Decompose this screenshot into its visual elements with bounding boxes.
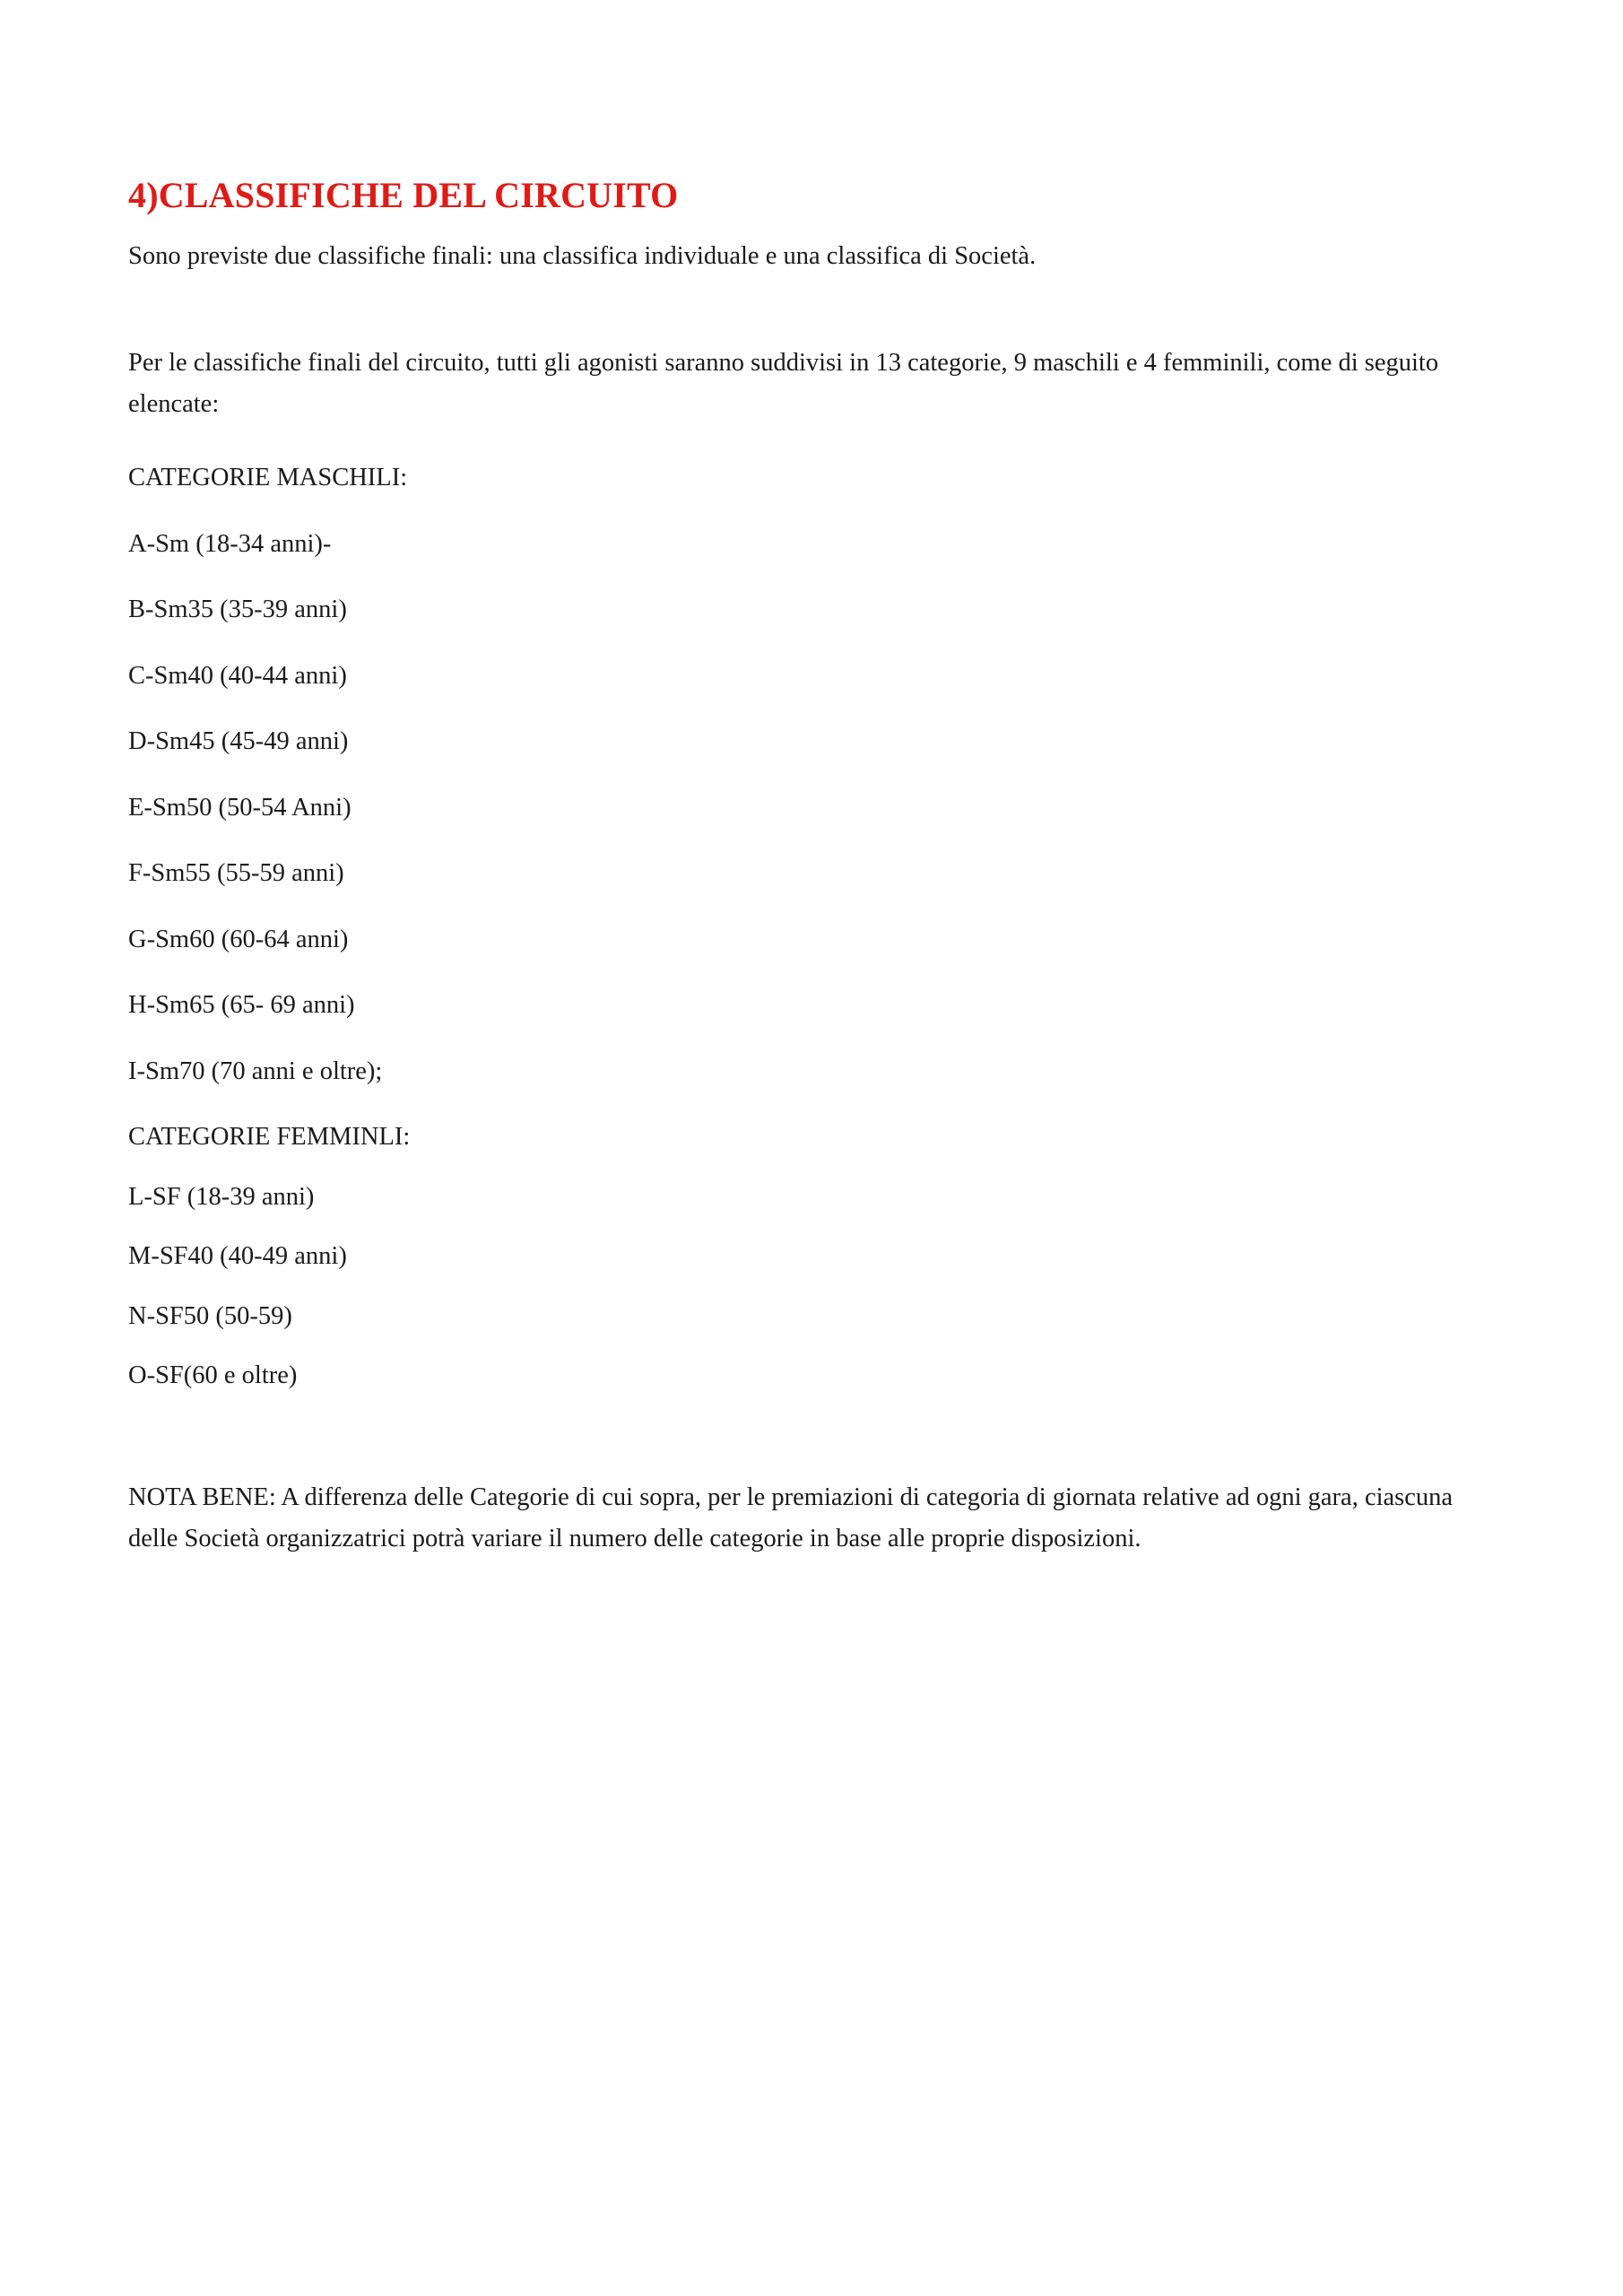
note-spacer — [128, 1423, 1473, 1477]
heading-spacer — [128, 491, 1473, 532]
list-item: E-Sm50 (50-54 Anni) — [128, 793, 352, 822]
page-title: 4)CLASSIFICHE DEL CIRCUITO — [128, 175, 679, 215]
list-item: H-Sm65 (65- 69 anni) — [128, 991, 355, 1020]
paragraph-spacer — [128, 273, 1473, 343]
list-item: M-SF40 (40-49 anni) — [128, 1242, 347, 1271]
heading-spacer — [128, 1151, 1473, 1185]
male-categories-list — [128, 529, 1473, 1085]
intro-paragraph: Sono previste due classifiche finali: una classifica individuale e una classifica di Società. — [128, 241, 1037, 270]
list-item: N-SF50 (50-59) — [128, 1301, 292, 1330]
document-content — [128, 176, 1473, 1560]
note-paragraph: NOTA BENE: A differenza delle Categorie di cui sopra, per le premiazioni di categoria di giornata relative ad ogni gara, ciascuna delle Società organizzatrici potrà variare il numero delle categorie in base alle proprie disposizioni. — [128, 1483, 1454, 1552]
female-categories-heading: CATEGORIE FEMMINLI: — [128, 1123, 411, 1152]
section-spacer — [128, 425, 1473, 465]
list-item: A-Sm (18-34 anni)- — [128, 529, 332, 558]
list-item: D-Sm45 (45-49 anni) — [128, 727, 349, 756]
list-item: B-Sm35 (35-39 anni) — [128, 596, 347, 624]
male-categories-heading: CATEGORIE MASCHILI: — [128, 464, 408, 492]
list-item: F-Sm55 (55-59 anni) — [128, 859, 344, 888]
list-item: I-Sm70 (70 anni e oltre); — [128, 1057, 383, 1085]
list-item: O-SF(60 e oltre) — [128, 1361, 298, 1390]
subdivision-paragraph: Per le classifiche finali del circuito, tutti gli agonisti saranno suddivisi in 13 categorie, 9 maschili e 4 femminili, come di seguito elencate: — [128, 348, 1439, 418]
list-item: G-Sm60 (60-64 anni) — [128, 925, 349, 953]
list-item: C-Sm40 (40-44 anni) — [128, 661, 347, 690]
list-item: L-SF (18-39 anni) — [128, 1182, 315, 1211]
female-categories-list — [128, 1182, 1473, 1390]
